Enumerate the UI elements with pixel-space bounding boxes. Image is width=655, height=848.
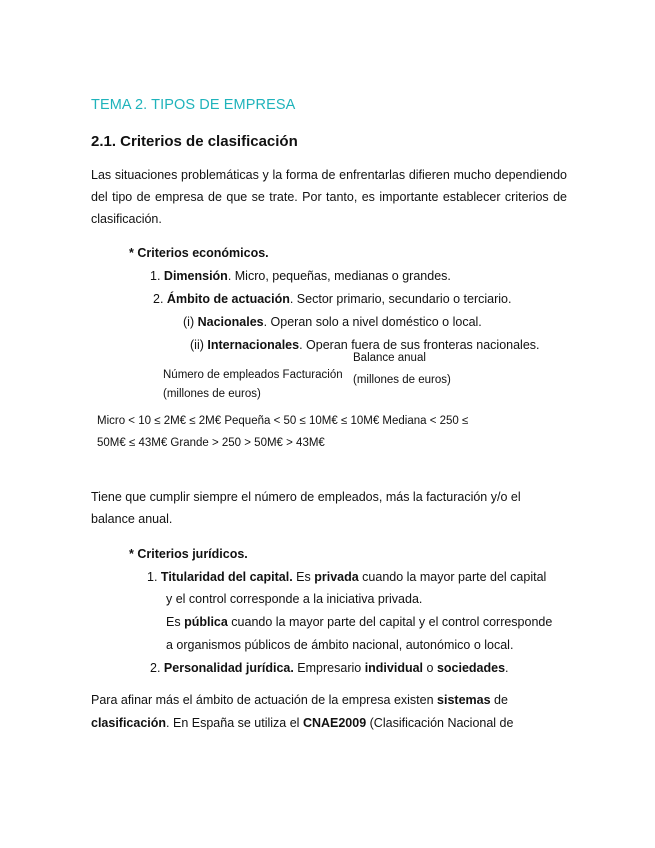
text-span: Es (166, 615, 185, 629)
term-description: . Micro, pequeñas, medianas o grandes. (227, 269, 451, 283)
term-bold: pública (184, 615, 228, 629)
ownership-line-2: y el control corresponde a la iniciativa privada. (166, 592, 423, 606)
text-span: Empresario (293, 661, 365, 675)
economic-item-scope (153, 288, 511, 310)
economic-item-dimension (150, 265, 451, 287)
table-header-revenue-unit: (millones de euros) (163, 388, 261, 400)
section-heading: 2.1. Criterios de clasificación (91, 133, 298, 150)
table-row-line-1: Micro < 10 ≤ 2M€ ≤ 2M€ Pequeña < 50 ≤ 10M€ ≤ 10M€ Mediana < 250 ≤ (97, 415, 469, 427)
table-header-balance: Balance anual (353, 352, 426, 364)
term-bold: individual (364, 661, 424, 675)
term-description: . Sector primario, secundario o terciario. (289, 292, 512, 306)
term-bold: privada (314, 570, 359, 584)
text-span: de (490, 693, 508, 707)
list-number: 1. (147, 570, 158, 584)
legal-item-ownership (147, 566, 546, 588)
ownership-line-3 (166, 611, 552, 633)
table-header-employees-label: Número de empleados (163, 369, 280, 381)
text-span: Para afinar más el ámbito de actuación de la empresa existen (91, 693, 438, 707)
list-number: (ii) (190, 338, 204, 352)
legal-item-personality (150, 657, 509, 679)
term-bold: sistemas (437, 693, 491, 707)
term-bold: sociedades (436, 661, 506, 675)
scope-subitem-national (183, 311, 482, 333)
list-number: 2. (150, 661, 161, 675)
term-description: . Operan fuera de sus fronteras nacionales. (299, 338, 540, 352)
term-bold: CNAE2009 (302, 716, 367, 730)
document-title: TEMA 2. TIPOS DE EMPRESA (91, 97, 296, 113)
text-span: cuando la mayor parte del capital (358, 570, 547, 584)
text-span: . En España se utiliza el (166, 716, 303, 730)
table-header-revenue: Facturación (282, 369, 343, 381)
term-bold: Internacionales (207, 338, 300, 352)
note-paragraph: Tiene que cumplir siempre el número de empleados, más la facturación y/o el balance anual. (91, 490, 521, 526)
text-span: cuando la mayor parte del capital y el control corresponde (227, 615, 553, 629)
list-number: (i) (183, 315, 195, 329)
table-row-line-2: 50M€ ≤ 43M€ Grande > 250 > 50M€ > 43M€ (97, 437, 325, 449)
term-bold: clasificación (91, 716, 167, 730)
ownership-line-4: a organismos públicos de ámbito nacional, autonómico o local. (166, 638, 514, 652)
term-bold: Ámbito de actuación (166, 292, 290, 306)
text-span: o (423, 661, 437, 675)
term-description: . Operan solo a nivel doméstico o local. (263, 315, 482, 329)
economic-criteria-heading: * Criterios económicos. (129, 246, 269, 260)
text-span: Es (292, 570, 315, 584)
legal-criteria-heading: * Criterios jurídicos. (129, 547, 248, 561)
term-bold: Personalidad jurídica. (163, 661, 294, 675)
list-number: 2. (153, 292, 164, 306)
intro-paragraph: Las situaciones problemáticas y la forma de enfrentarlas difieren mucho dependiendo del tipo de empresa de que se trate. Por tanto, es importante establecer criterios de clasificación. (91, 168, 567, 226)
term-bold: Titularidad del capital. (160, 570, 293, 584)
closing-line-1 (91, 689, 508, 711)
closing-line-2 (91, 712, 513, 734)
table-header-employees (163, 369, 343, 381)
term-bold: Nacionales (197, 315, 264, 329)
table-header-balance-unit: (millones de euros) (353, 374, 451, 386)
list-number: 1. (150, 269, 161, 283)
term-bold: Dimensión (163, 269, 228, 283)
text-span: . (505, 661, 509, 675)
text-span: (Clasificación Nacional de (366, 716, 514, 730)
